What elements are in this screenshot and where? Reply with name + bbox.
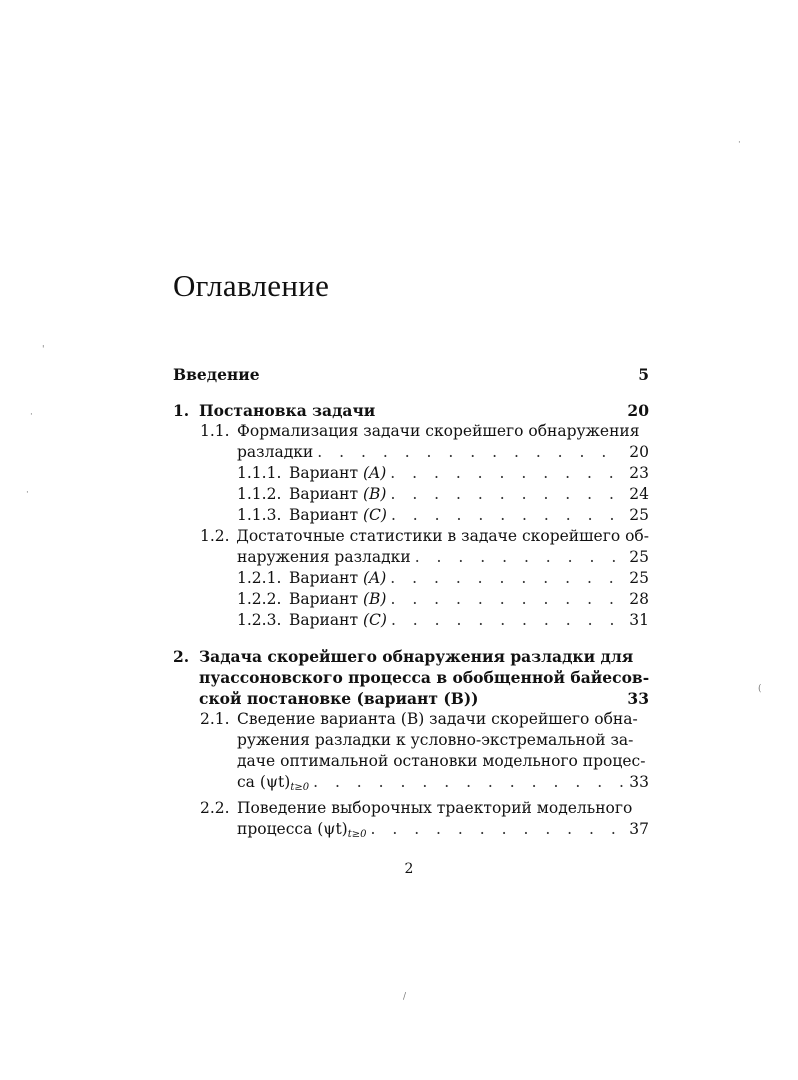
toc-line	[173, 688, 649, 709]
toc-number: 1.2.2.	[237, 590, 282, 608]
scan-speck: /	[403, 992, 407, 1002]
leader-dots	[317, 442, 623, 463]
toc-line	[173, 547, 649, 568]
leader-dots	[390, 589, 623, 610]
toc-line	[173, 526, 649, 547]
toc-number: 1.1.1.	[237, 464, 282, 482]
scan-speck: ·	[738, 138, 741, 148]
toc-line	[173, 751, 649, 772]
toc-title: Постановка задачи	[199, 401, 376, 420]
toc-number: 1.	[173, 401, 190, 420]
toc-title-variant: (C)	[362, 611, 387, 629]
toc-line	[173, 442, 649, 463]
toc-number: 2.	[173, 647, 190, 666]
leader-dots	[390, 568, 623, 589]
toc-title-variant: (A)	[362, 464, 387, 482]
toc-title	[237, 819, 367, 845]
toc-line	[173, 798, 649, 819]
toc-entry-1-2-2[interactable]	[173, 589, 649, 610]
toc-number: 2.2.	[200, 799, 230, 817]
leader-dots	[391, 610, 623, 631]
toc-page: 28	[629, 590, 649, 608]
leader-dots	[390, 484, 623, 505]
toc-entry-1-1[interactable]	[173, 421, 649, 463]
chapter-2	[173, 646, 649, 845]
toc-entry-2-1[interactable]	[173, 709, 649, 798]
toc-title: Формализация задачи скорейшего обнаружения	[237, 422, 640, 440]
toc-title: Введение	[173, 365, 260, 384]
toc-title: наружения разладки	[237, 548, 411, 566]
toc-page: 5	[638, 365, 649, 384]
toc-entry-2-2[interactable]	[173, 798, 649, 845]
toc-title-label: Вариант	[289, 590, 359, 608]
toc-title	[289, 463, 386, 484]
toc-number: 1.2.1.	[237, 569, 282, 587]
toc-entry-1-2-3[interactable]	[173, 610, 649, 631]
toc-number: 1.2.3.	[237, 611, 282, 629]
table-of-contents	[173, 364, 649, 860]
toc-title: ружения разладки к условно-экстремальной за-	[237, 731, 634, 749]
toc-entry-intro[interactable]	[173, 364, 649, 385]
toc-line	[173, 730, 649, 751]
toc-page: 20	[629, 443, 649, 461]
toc-page: 24	[629, 485, 649, 503]
toc-page: 33	[629, 773, 649, 791]
chapter-1	[173, 400, 649, 631]
toc-number: 2.1.	[200, 710, 230, 728]
toc-entry-1-2[interactable]	[173, 526, 649, 568]
toc-page: 33	[627, 689, 649, 708]
toc-title	[289, 589, 386, 610]
toc-line	[173, 772, 649, 798]
leader-dots	[391, 505, 623, 526]
toc-page: 25	[629, 548, 649, 566]
toc-title-variant: (C)	[362, 506, 387, 524]
toc-entry-chapter-2[interactable]	[173, 646, 649, 709]
toc-title-variant: (B)	[362, 485, 387, 503]
toc-title-label: Вариант	[289, 569, 359, 587]
scan-speck: ·	[26, 488, 29, 498]
scan-speck: (	[758, 684, 762, 694]
page-number: 2	[404, 861, 414, 877]
page-title: Оглавление	[173, 268, 330, 303]
toc-title: Достаточные статистики в задаче скорейшего об-	[236, 527, 649, 545]
toc-line	[173, 819, 649, 845]
toc-title	[237, 772, 309, 798]
toc-title-text: са (ψt)	[237, 773, 291, 791]
toc-title: даче оптимальной остановки модельного процес-	[237, 752, 646, 770]
leader-dots	[415, 547, 623, 568]
toc-title: пуассоновского процесса в обобщенной байесов-	[199, 668, 650, 687]
toc-title	[289, 568, 386, 589]
toc-title-variant: (B)	[362, 590, 387, 608]
toc-entry-1-1-1[interactable]	[173, 463, 649, 484]
toc-entry-1-1-3[interactable]	[173, 505, 649, 526]
toc-number: 1.1.3.	[237, 506, 282, 524]
toc-line	[173, 667, 649, 688]
toc-entry-1-1-2[interactable]	[173, 484, 649, 505]
toc-page: 25	[629, 506, 649, 524]
toc-page: 37	[629, 820, 649, 838]
toc-title-label: Вариант	[289, 506, 359, 524]
toc-title	[289, 610, 387, 631]
leader-dots	[371, 819, 624, 840]
toc-page: 25	[629, 569, 649, 587]
toc-title: ской постановке (вариант (B))	[199, 689, 479, 708]
toc-entry-1-2-1[interactable]	[173, 568, 649, 589]
toc-title: Задача скорейшего обнаружения разладки для	[199, 647, 634, 666]
toc-line	[173, 709, 649, 730]
toc-title-label: Вариант	[289, 464, 359, 482]
toc-line	[173, 646, 649, 667]
toc-title-text: процесса (ψt)	[237, 820, 348, 838]
subscript: t≥0	[347, 829, 367, 840]
toc-page: 23	[629, 464, 649, 482]
toc-title: Сведение варианта (B) задачи скорейшего обна-	[237, 710, 638, 728]
toc-title	[289, 505, 387, 526]
toc-title-label: Вариант	[289, 611, 359, 629]
toc-line	[173, 421, 649, 442]
scan-speck: '	[42, 345, 45, 355]
toc-number: 1.1.2.	[237, 485, 282, 503]
toc-title	[289, 484, 386, 505]
toc-page: 20	[627, 401, 649, 420]
toc-title-variant: (A)	[362, 569, 387, 587]
toc-number: 1.1.	[200, 422, 230, 440]
subscript: t≥0	[290, 782, 310, 793]
scan-speck: ·	[30, 410, 33, 420]
toc-title: разладки	[237, 443, 314, 461]
toc-entry-chapter-1[interactable]	[173, 400, 649, 421]
leader-dots	[390, 463, 623, 484]
toc-title-label: Вариант	[289, 485, 359, 503]
toc-page: 31	[629, 611, 649, 629]
toc-number: 1.2.	[200, 527, 230, 545]
toc-title: Поведение выборочных траекторий модельного	[237, 799, 633, 817]
leader-dots	[313, 772, 623, 793]
